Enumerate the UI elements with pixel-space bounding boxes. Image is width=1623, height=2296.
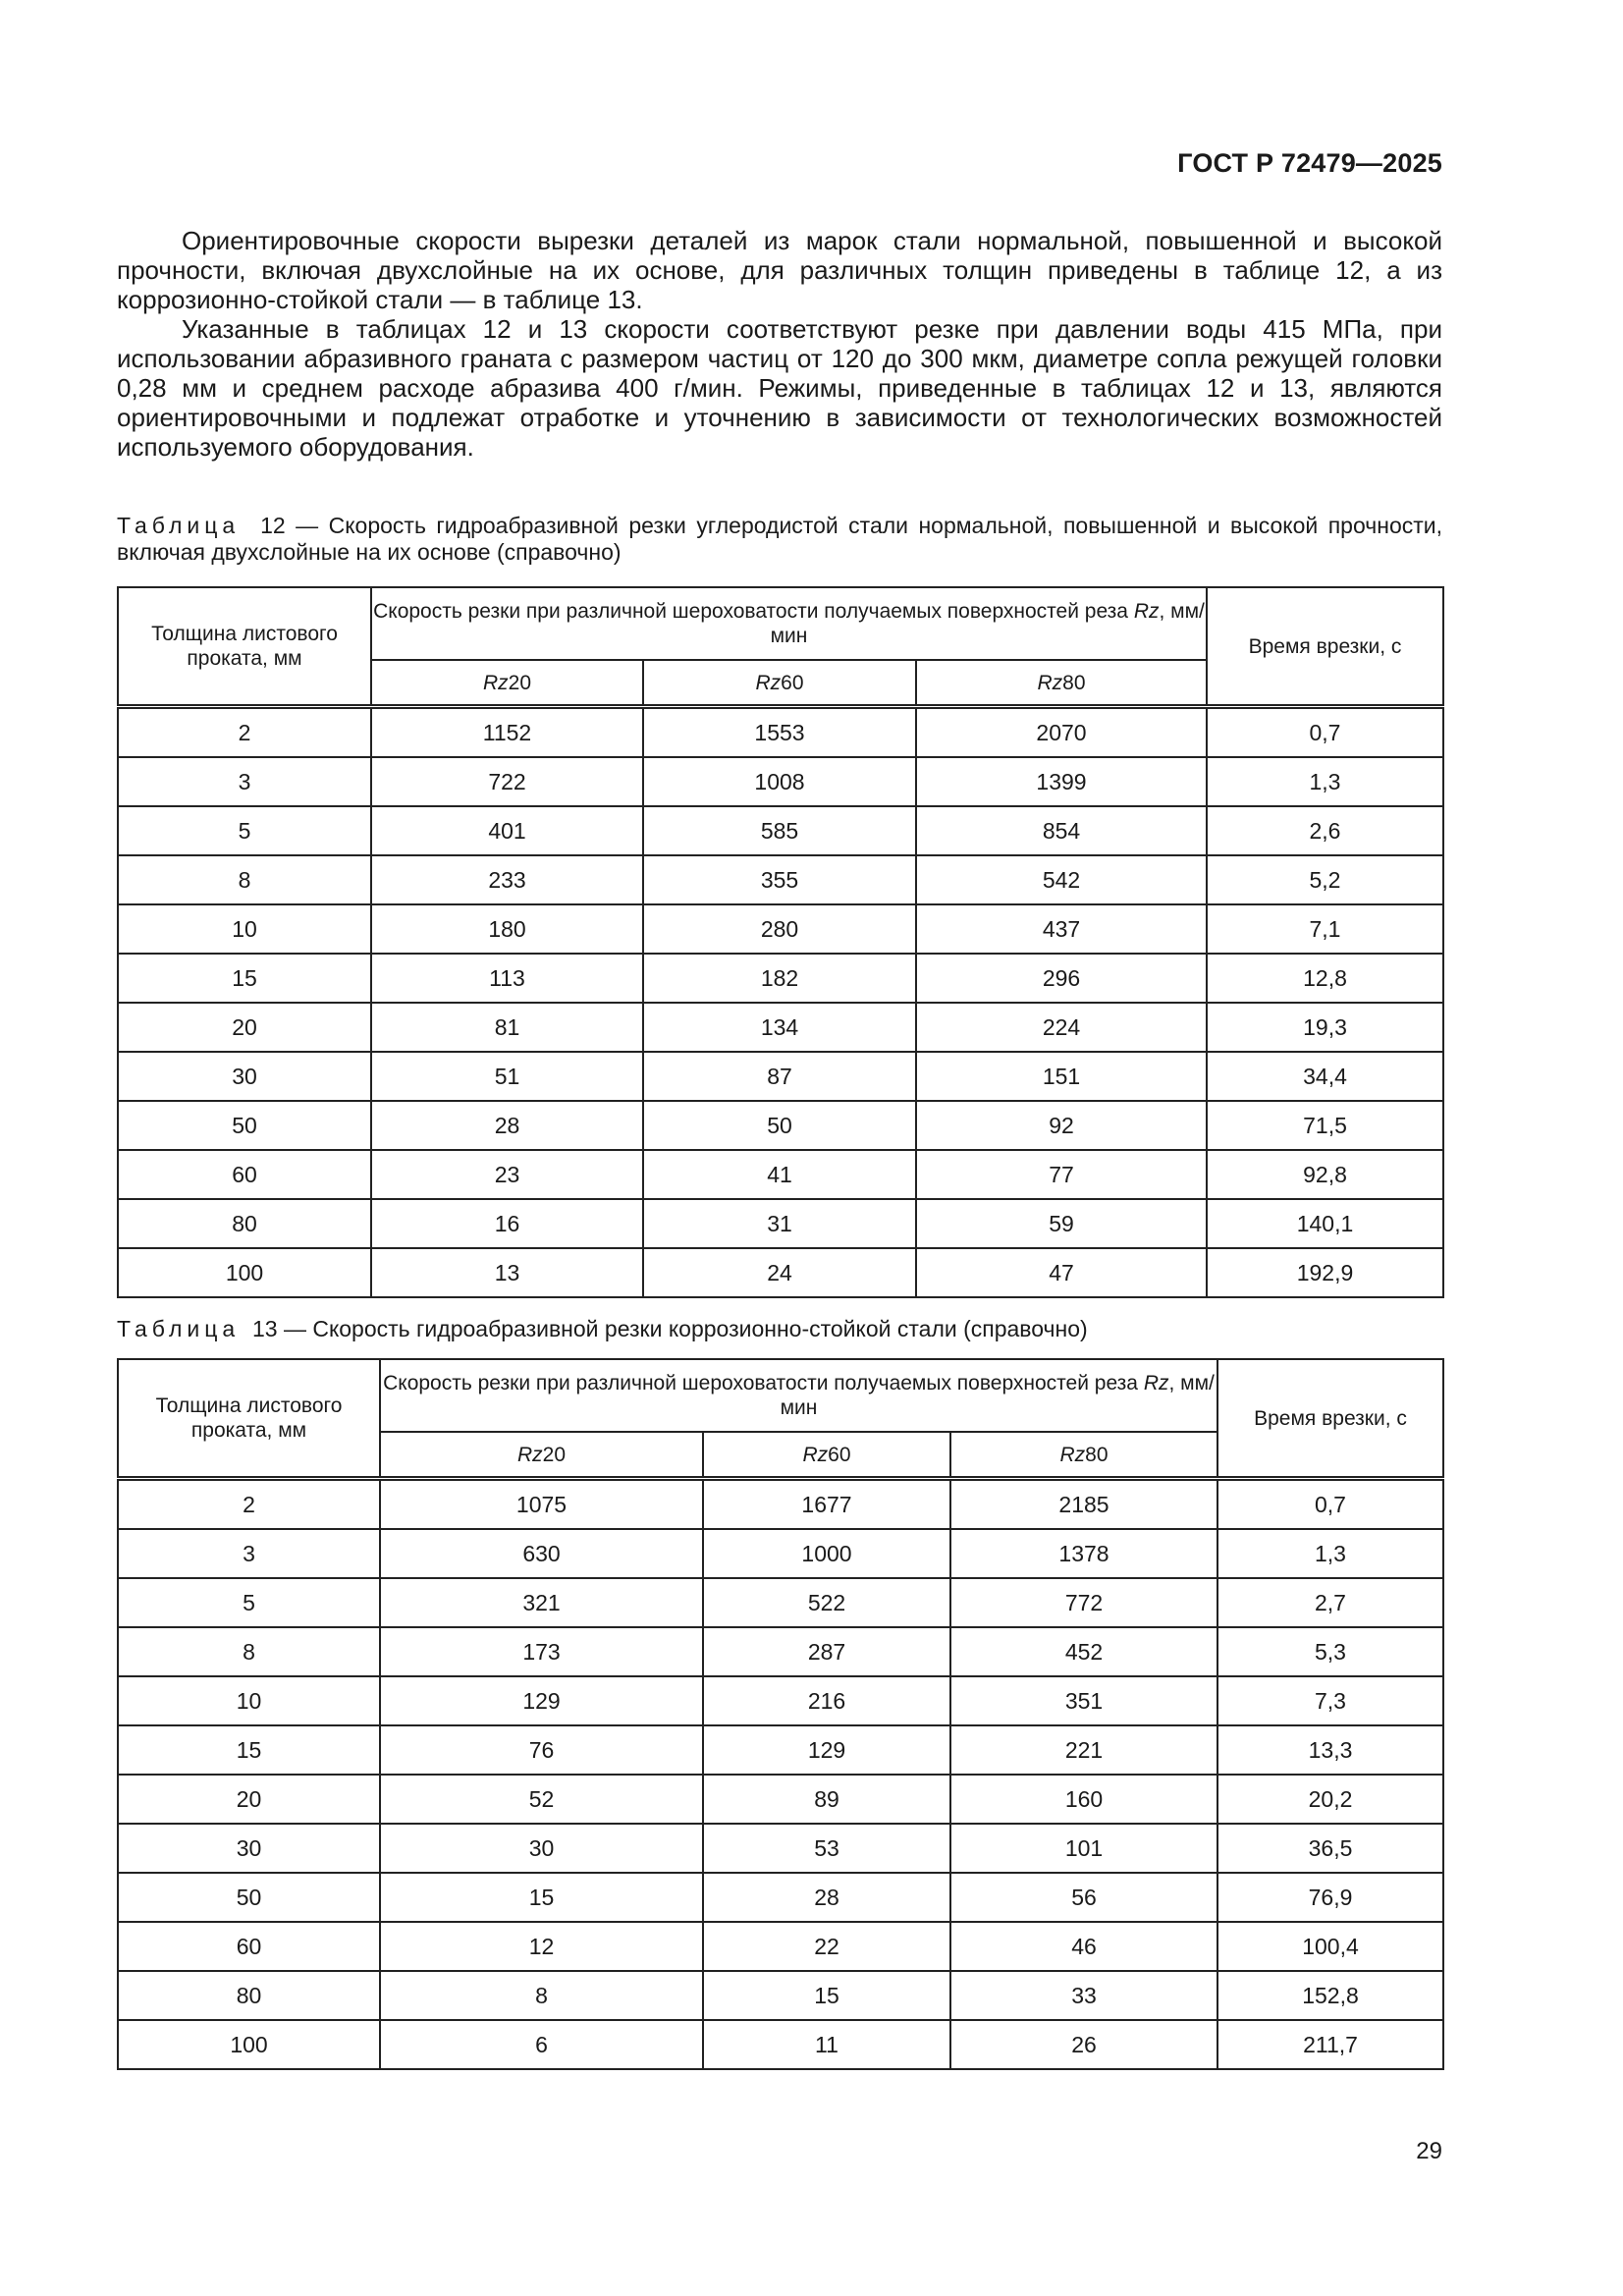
table-label: Таблица	[117, 513, 241, 538]
table-cell: 173	[380, 1627, 703, 1676]
table-row	[118, 757, 1443, 806]
table-cell: 50	[118, 1873, 380, 1922]
table-cell: 60	[118, 1150, 371, 1199]
table-row	[118, 1775, 1443, 1824]
table-cell: 3	[118, 757, 371, 806]
table-caption-text: 12 — Скорость гидроабразивной резки углеродистой стали нормальной, повышенной и высокой прочности, включая двухслойные на их основе (справочно)	[117, 513, 1443, 565]
paragraph: Указанные в таблицах 12 и 13 скорости соответствуют резке при давлении воды 415 МПа, при использовании абразивного граната с размером частиц от 120 до 300 мкм, диаметре сопла режущей головки 0,28 мм и среднем расходе абразива 400 г/мин. Режимы, приведенные в таблицах 12 и 13, являются ориентировочными и подлежат отработке и уточнению в зависимости от технологических возможностей используемого оборудования.	[117, 314, 1442, 462]
table-cell: 180	[371, 904, 643, 954]
table-cell: 20	[118, 1775, 380, 1824]
table-cell: 113	[371, 954, 643, 1003]
table-cell: 47	[916, 1248, 1207, 1297]
table-cell: 221	[950, 1725, 1217, 1775]
table-cell: 5	[118, 806, 371, 855]
table-cell: 60	[118, 1922, 380, 1971]
table-cell: 33	[950, 1971, 1217, 2020]
table-row	[118, 1824, 1443, 1873]
table-cell: 129	[380, 1676, 703, 1725]
table-cell: 2070	[916, 707, 1207, 758]
table-cell: 233	[371, 855, 643, 904]
table-cell: 31	[643, 1199, 916, 1248]
table-cell: 1553	[643, 707, 916, 758]
table-cell: 50	[118, 1101, 371, 1150]
table-cell: 437	[916, 904, 1207, 954]
table-cell: 19,3	[1207, 1003, 1443, 1052]
table-row	[118, 1003, 1443, 1052]
table-cell: 5	[118, 1578, 380, 1627]
table-cell: 321	[380, 1578, 703, 1627]
table-row	[118, 2020, 1443, 2069]
table-cell: 5,2	[1207, 855, 1443, 904]
table-cell: 2185	[950, 1479, 1217, 1530]
table-cell: 280	[643, 904, 916, 954]
table-row	[118, 1101, 1443, 1150]
table-cell: 542	[916, 855, 1207, 904]
table-row	[118, 1150, 1443, 1199]
header-rz20: Rz20	[371, 660, 643, 707]
table-cell: 129	[703, 1725, 950, 1775]
table-cell: 71,5	[1207, 1101, 1443, 1150]
header-rz60: Rz60	[643, 660, 916, 707]
header-rz20: Rz20	[380, 1432, 703, 1479]
table-cell: 452	[950, 1627, 1217, 1676]
table-row	[118, 1971, 1443, 2020]
table-cell: 26	[950, 2020, 1217, 2069]
table-cell: 585	[643, 806, 916, 855]
table-cell: 140,1	[1207, 1199, 1443, 1248]
document-code: ГОСТ Р 72479—2025	[1177, 148, 1442, 178]
table-cell: 10	[118, 904, 371, 954]
header-thickness: Толщина листового проката, мм	[118, 1359, 380, 1479]
table-row	[118, 1922, 1443, 1971]
table-cell: 211,7	[1217, 2020, 1443, 2069]
table-cell: 1,3	[1217, 1529, 1443, 1578]
header-rz80: Rz80	[950, 1432, 1217, 1479]
table-row	[118, 1199, 1443, 1248]
table-cell: 772	[950, 1578, 1217, 1627]
table-row	[118, 1578, 1443, 1627]
table-cell: 101	[950, 1824, 1217, 1873]
table-cell: 81	[371, 1003, 643, 1052]
table-cell: 89	[703, 1775, 950, 1824]
page-number: 29	[1416, 2138, 1442, 2164]
table-row	[118, 1248, 1443, 1297]
table-cell: 87	[643, 1052, 916, 1101]
table-cell: 854	[916, 806, 1207, 855]
table-cell: 2,6	[1207, 806, 1443, 855]
table-row	[118, 954, 1443, 1003]
header-speed	[380, 1359, 1217, 1432]
table-cell: 2	[118, 1479, 380, 1530]
paragraph: Ориентировочные скорости вырезки деталей из марок стали нормальной, повышенной и высокой прочности, включая двухслойные на их основе, для различных толщин приведены в таблице 12, а из коррозионно-стойкой стали — в таблице 13.	[117, 226, 1442, 314]
table-cell: 1008	[643, 757, 916, 806]
table-row	[118, 1627, 1443, 1676]
table-row	[118, 1676, 1443, 1725]
table-cell: 522	[703, 1578, 950, 1627]
table-cell: 51	[371, 1052, 643, 1101]
table-cell: 53	[703, 1824, 950, 1873]
table-cell: 22	[703, 1922, 950, 1971]
table-cell: 630	[380, 1529, 703, 1578]
table-cell: 0,7	[1217, 1479, 1443, 1530]
table-cell: 192,9	[1207, 1248, 1443, 1297]
table-cell: 10	[118, 1676, 380, 1725]
table-cell: 13,3	[1217, 1725, 1443, 1775]
table-cell: 1000	[703, 1529, 950, 1578]
table-cell: 92	[916, 1101, 1207, 1150]
table-row	[118, 904, 1443, 954]
body-text	[117, 226, 1442, 462]
table-cell: 23	[371, 1150, 643, 1199]
table-cell: 287	[703, 1627, 950, 1676]
table-row	[118, 1529, 1443, 1578]
table-cell: 0,7	[1207, 707, 1443, 758]
table-cell: 351	[950, 1676, 1217, 1725]
header-rz80: Rz80	[916, 660, 1207, 707]
table-cell: 1075	[380, 1479, 703, 1530]
table-cell: 34,4	[1207, 1052, 1443, 1101]
table-cell: 355	[643, 855, 916, 904]
table-cell: 13	[371, 1248, 643, 1297]
header-time: Время врезки, с	[1217, 1359, 1443, 1479]
table-row	[118, 1052, 1443, 1101]
table-cell: 151	[916, 1052, 1207, 1101]
table-cell: 59	[916, 1199, 1207, 1248]
table-row	[118, 806, 1443, 855]
table-cell: 134	[643, 1003, 916, 1052]
table-row	[118, 1479, 1443, 1530]
table-cell: 41	[643, 1150, 916, 1199]
table-cell: 76	[380, 1725, 703, 1775]
header-time: Время врезки, с	[1207, 587, 1443, 707]
table-cell: 15	[118, 1725, 380, 1775]
table-cell: 30	[118, 1052, 371, 1101]
table-row	[118, 1873, 1443, 1922]
table-cell: 2,7	[1217, 1578, 1443, 1627]
table-cell: 20	[118, 1003, 371, 1052]
table-cell: 8	[118, 855, 371, 904]
table12	[117, 586, 1444, 1298]
table-cell: 15	[118, 954, 371, 1003]
table-cell: 80	[118, 1199, 371, 1248]
table-cell: 1,3	[1207, 757, 1443, 806]
table-cell: 24	[643, 1248, 916, 1297]
table-cell: 50	[643, 1101, 916, 1150]
table-cell: 16	[371, 1199, 643, 1248]
table-cell: 20,2	[1217, 1775, 1443, 1824]
table-cell: 6	[380, 2020, 703, 2069]
table-cell: 12,8	[1207, 954, 1443, 1003]
table-cell: 8	[380, 1971, 703, 2020]
table-cell: 52	[380, 1775, 703, 1824]
table-cell: 1677	[703, 1479, 950, 1530]
table-cell: 80	[118, 1971, 380, 2020]
table-cell: 3	[118, 1529, 380, 1578]
table-cell: 5,3	[1217, 1627, 1443, 1676]
table-cell: 28	[371, 1101, 643, 1150]
header-speed-text: Скорость резки при различной шероховатости получаемых поверхностей реза Rz, мм/мин	[383, 1372, 1215, 1419]
header-speed-text: Скорость резки при различной шероховатости получаемых поверхностей реза Rz, мм/мин	[373, 600, 1205, 647]
table-cell: 30	[118, 1824, 380, 1873]
table-cell: 12	[380, 1922, 703, 1971]
table-cell: 100	[118, 2020, 380, 2069]
table-cell: 1152	[371, 707, 643, 758]
table12-caption	[117, 513, 1442, 566]
table-cell: 7,1	[1207, 904, 1443, 954]
table-cell: 2	[118, 707, 371, 758]
table-cell: 152,8	[1217, 1971, 1443, 2020]
table-cell: 100,4	[1217, 1922, 1443, 1971]
table-cell: 7,3	[1217, 1676, 1443, 1725]
table-cell: 92,8	[1207, 1150, 1443, 1199]
table-cell: 216	[703, 1676, 950, 1725]
table-cell: 722	[371, 757, 643, 806]
table-cell: 15	[380, 1873, 703, 1922]
table-caption-text: 13 — Скорость гидроабразивной резки коррозионно-стойкой стали (справочно)	[251, 1316, 1088, 1341]
header-rz60: Rz60	[703, 1432, 950, 1479]
table13-caption	[117, 1316, 1442, 1342]
table-cell: 8	[118, 1627, 380, 1676]
table-cell: 160	[950, 1775, 1217, 1824]
table-cell: 28	[703, 1873, 950, 1922]
table-cell: 11	[703, 2020, 950, 2069]
table-label: Таблица	[117, 1316, 241, 1341]
table-cell: 76,9	[1217, 1873, 1443, 1922]
table-cell: 401	[371, 806, 643, 855]
table-cell: 296	[916, 954, 1207, 1003]
table-cell: 36,5	[1217, 1824, 1443, 1873]
table13	[117, 1358, 1444, 2070]
table-row	[118, 855, 1443, 904]
table-cell: 100	[118, 1248, 371, 1297]
table-cell: 30	[380, 1824, 703, 1873]
table-row	[118, 1725, 1443, 1775]
table-cell: 1378	[950, 1529, 1217, 1578]
header-speed	[371, 587, 1207, 660]
table-cell: 15	[703, 1971, 950, 2020]
table-cell: 224	[916, 1003, 1207, 1052]
table-cell: 56	[950, 1873, 1217, 1922]
header-thickness: Толщина листового проката, мм	[118, 587, 371, 707]
table-cell: 1399	[916, 757, 1207, 806]
table-cell: 182	[643, 954, 916, 1003]
table-cell: 77	[916, 1150, 1207, 1199]
table-row	[118, 707, 1443, 758]
table-cell: 46	[950, 1922, 1217, 1971]
